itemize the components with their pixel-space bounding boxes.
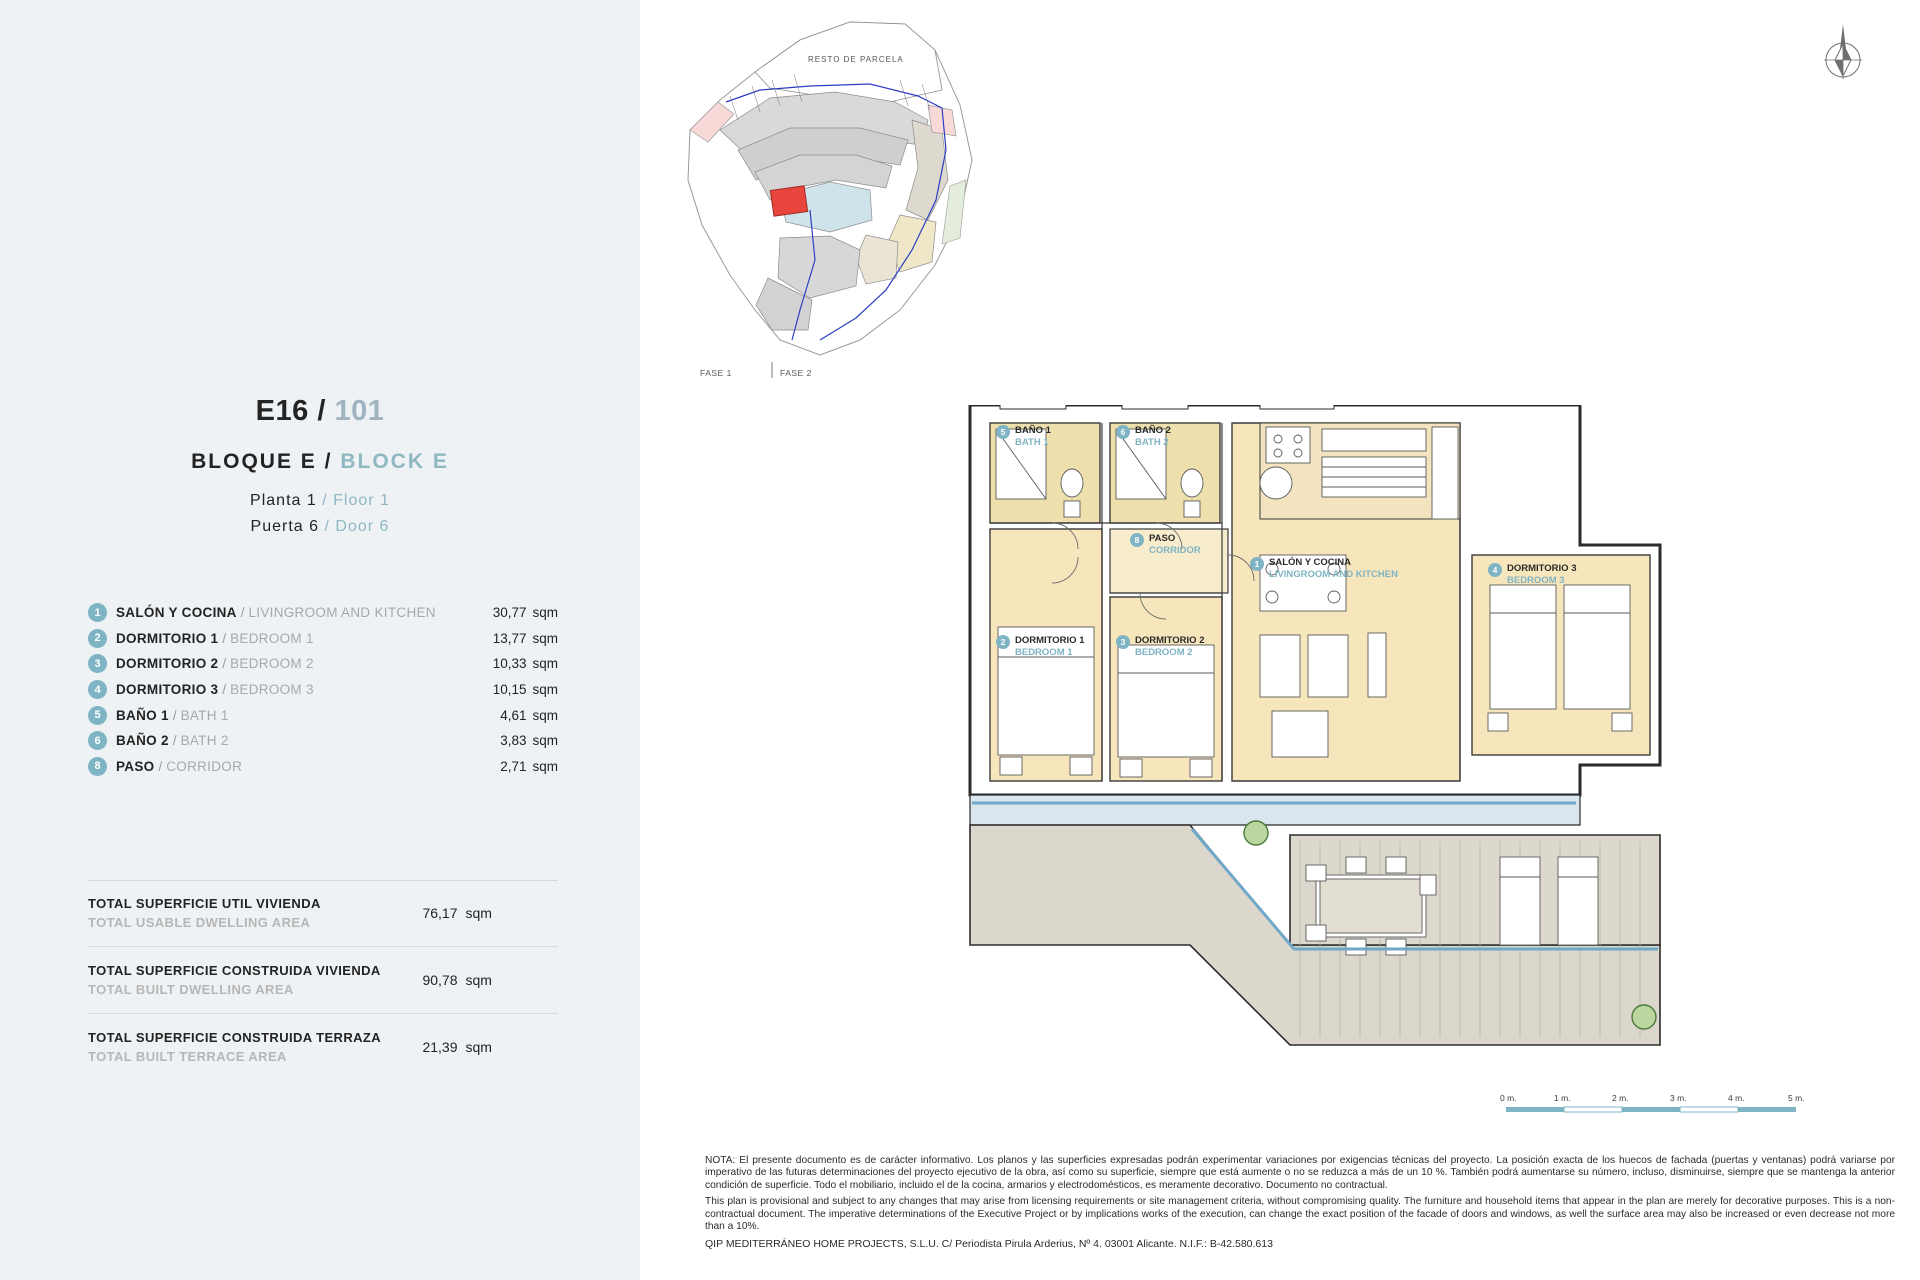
room-row: [88, 677, 558, 703]
total-label-es: TOTAL SUPERFICIE CONSTRUIDA TERRAZA: [88, 1030, 382, 1045]
plan-tag-en: BEDROOM 2: [1135, 647, 1193, 658]
room-number-badge: 5: [88, 706, 107, 725]
room-area-value: 4,61: [500, 707, 527, 723]
block-separator: /: [324, 450, 333, 473]
plan-tag-en: LIVINGROOM AND KITCHEN: [1269, 569, 1398, 580]
plan-tag-number: 2: [996, 635, 1010, 649]
room-name-es: DORMITORIO 3: [116, 682, 219, 698]
plan-tag-livingroom-kitchen: [1250, 557, 1398, 581]
total-row: [88, 946, 558, 1013]
plan-tag-es: DORMITORIO 2: [1135, 635, 1205, 646]
plan-tag-es: DORMITORIO 3: [1507, 563, 1577, 574]
total-value: [422, 905, 492, 921]
block-label-es: BLOQUE E: [191, 450, 317, 473]
plan-tag-number: 1: [1250, 557, 1264, 571]
floor-number: 1: [380, 492, 390, 509]
plan-tag-bedroom-2: [1116, 635, 1205, 659]
floor-label-en: Floor: [333, 492, 375, 509]
room-name-separator: /: [240, 605, 245, 621]
room-name-es: DORMITORIO 2: [116, 656, 219, 672]
room-number-badge: 1: [88, 603, 107, 622]
room-name-en: LIVINGROOM AND KITCHEN: [248, 605, 436, 621]
room-area-value: 10,33: [492, 656, 527, 672]
unit-title-block: [0, 395, 640, 536]
room-name-en: BEDROOM 2: [230, 656, 314, 672]
room-row: [88, 728, 558, 754]
room-name-en: BATH 2: [180, 733, 229, 749]
room-row: [88, 626, 558, 652]
room-number-badge: 8: [88, 757, 107, 776]
room-row: [88, 702, 558, 728]
room-row: [88, 600, 558, 626]
room-area-value: 2,71: [500, 758, 527, 774]
room-number-badge: 6: [88, 731, 107, 750]
room-area-unit: sqm: [532, 758, 558, 774]
total-labels: [88, 963, 418, 997]
room-area: [438, 631, 558, 646]
site-key-plan: [660, 10, 1090, 400]
room-area: [438, 605, 558, 620]
room-name-separator: /: [158, 758, 163, 774]
plan-tag-bath-2: [1116, 425, 1171, 449]
plan-tag-bedroom-3: [1488, 563, 1577, 587]
scale-label: 5 m.: [1788, 1093, 1805, 1103]
total-value-unit: sqm: [465, 905, 492, 921]
totals-table: [88, 880, 558, 1080]
scale-label: 1 m.: [1554, 1093, 1571, 1103]
room-name-separator: /: [222, 682, 227, 698]
room-area-value: 13,77: [492, 630, 527, 646]
divider: [88, 880, 558, 881]
door-label-es: Puerta 6: [250, 518, 320, 535]
plan-tag-en: BEDROOM 3: [1507, 575, 1565, 586]
plan-tag-number: 8: [1130, 533, 1144, 547]
note-english: This plan is provisional and subject to any changes that may arise from licensing requirements or site management criteria, without compromising quality. The furniture and household items that appear in the plan are merely for decorative purposes. This is a non-contractual document. The imperative determinations of the Executive Project or by implications works of the execution, can change the exact position of the facade of doors and windows, as well the surface area may also be increased or even decrease not more than a 10%.: [705, 1196, 1895, 1233]
plan-tag-es: BAÑO 1: [1015, 425, 1051, 436]
total-label-en: TOTAL USABLE DWELLING AREA: [88, 915, 311, 930]
total-labels: [88, 1030, 418, 1064]
room-name-es: DORMITORIO 1: [116, 630, 219, 646]
total-value-number: 76,17: [422, 905, 458, 921]
total-labels: [88, 896, 418, 930]
room-name-es: BAÑO 1: [116, 707, 169, 723]
door-separator: /: [324, 518, 330, 535]
scale-label: 2 m.: [1612, 1093, 1629, 1103]
room-number-badge: 4: [88, 680, 107, 699]
room-name-en: BEDROOM 3: [230, 682, 314, 698]
total-value-number: 21,39: [422, 1039, 458, 1055]
total-row: [88, 1013, 558, 1080]
room-name-es: PASO: [116, 758, 155, 774]
scale-label: 3 m.: [1670, 1093, 1687, 1103]
svg-text:FASE 1: FASE 1: [700, 368, 732, 378]
room-name-separator: /: [222, 656, 227, 672]
room-name-separator: /: [172, 707, 177, 723]
room-name-en: BEDROOM 1: [230, 630, 314, 646]
room-name-es: BAÑO 2: [116, 733, 169, 749]
floor-label-es: Planta 1: [250, 492, 317, 509]
room-name-es: SALÓN Y COCINA: [116, 605, 237, 621]
room-row: [88, 651, 558, 677]
total-value-unit: sqm: [465, 972, 492, 988]
total-value: [422, 972, 492, 988]
scale-bar: [1500, 1095, 1830, 1121]
room-name-separator: /: [222, 630, 227, 646]
room-area-value: 10,15: [492, 682, 527, 698]
room-area-unit: sqm: [532, 630, 558, 646]
plan-tag-es: DORMITORIO 1: [1015, 635, 1085, 646]
plan-tag-en: BEDROOM 1: [1015, 647, 1073, 658]
room-schedule: [88, 600, 558, 779]
total-label-en: TOTAL BUILT TERRACE AREA: [88, 1049, 287, 1064]
plan-tag-es: PASO: [1149, 533, 1176, 544]
room-name-en: BATH 1: [180, 707, 229, 723]
room-area: [438, 708, 558, 723]
total-value: [422, 1039, 492, 1055]
room-name-en: CORRIDOR: [166, 758, 243, 774]
svg-text:FASE 2: FASE 2: [780, 368, 812, 378]
door-number: 6: [379, 518, 390, 535]
block-identifier: [0, 450, 640, 474]
plan-tag-en: CORRIDOR: [1149, 545, 1201, 556]
scale-label: 4 m.: [1728, 1093, 1745, 1103]
plan-tag-en: BATH 2: [1135, 437, 1169, 448]
scale-label: 0 m.: [1500, 1093, 1517, 1103]
total-value-unit: sqm: [465, 1039, 492, 1055]
legal-notes: [705, 1155, 1895, 1251]
company-details: QIP MEDITERRÁNEO HOME PROJECTS, S.L.U. C/ Periodista Pirula Arderius, Nº 4. 03001 Alicante. N.I.F.: B-42.580.613: [705, 1238, 1273, 1251]
unit-separator: /: [317, 395, 326, 427]
total-label-es: TOTAL SUPERFICIE CONSTRUIDA VIVIENDA: [88, 963, 381, 978]
floor-separator: /: [322, 492, 328, 509]
block-label-en: BLOCK E: [340, 450, 449, 473]
room-area: [438, 682, 558, 697]
total-label-es: TOTAL SUPERFICIE UTIL VIVIENDA: [88, 896, 321, 911]
room-area-unit: sqm: [532, 682, 558, 698]
room-number-badge: 2: [88, 629, 107, 648]
plan-tag-es: BAÑO 2: [1135, 425, 1171, 436]
room-area-value: 30,77: [492, 605, 527, 621]
plan-tag-number: 6: [1116, 425, 1130, 439]
note-spanish: NOTA: El presente documento es de carácter informativo. Los planos y las superficies expresadas podrán experimentar variaciones por exigencias técnicas del proyecto. La posición exacta de los huecos de fachada (puertas y ventanas) podrá variarse por imperativo de las futuras determinaciones del proyecto ejecutivo de la obra, así como su superficie, siempre que está aumente o no se reduzca a más de un 10 %. También podrá aumentarse su número, incluso, disminuirse, siempre que se mantenga la anterior condición de superficie. Todo el mobiliario, incluido el de la cocina, armarios y electrodomésticos, es meramente decorativo. Documento no contractual.: [705, 1155, 1895, 1191]
door-label-en: Door: [335, 518, 375, 535]
unit-number: 101: [334, 395, 385, 427]
plan-tag-number: 4: [1488, 563, 1502, 577]
plan-tag-es: SALÓN Y COCINA: [1269, 557, 1351, 568]
info-panel: [0, 0, 640, 1280]
plan-tag-en: BATH 1: [1015, 437, 1049, 448]
plan-tag-number: 5: [996, 425, 1010, 439]
floor-plan-drawing: [960, 405, 1820, 1105]
door-identifier: [0, 518, 640, 536]
plan-tag-bedroom-1: [996, 635, 1085, 659]
plan-tag-corridor: [1130, 533, 1201, 557]
room-area-unit: sqm: [532, 707, 558, 723]
compass-rose-icon: [1814, 18, 1872, 90]
room-area-unit: sqm: [532, 605, 558, 621]
room-row: [88, 754, 558, 780]
total-value-number: 90,78: [422, 972, 458, 988]
room-name-separator: /: [172, 733, 177, 749]
room-area-unit: sqm: [532, 733, 558, 749]
unit-code: E16: [255, 395, 309, 427]
room-area-unit: sqm: [532, 656, 558, 672]
floor-identifier: [0, 492, 640, 510]
plan-tag-number: 3: [1116, 635, 1130, 649]
room-area: [438, 733, 558, 748]
total-label-en: TOTAL BUILT DWELLING AREA: [88, 982, 294, 997]
total-row: [88, 880, 558, 946]
plan-tag-bath-1: [996, 425, 1051, 449]
svg-text:RESTO DE PARCELA: RESTO DE PARCELA: [808, 55, 904, 64]
unit-identifier: [0, 395, 640, 428]
room-area: [438, 759, 558, 774]
room-area: [438, 656, 558, 671]
room-number-badge: 3: [88, 654, 107, 673]
room-area-value: 3,83: [500, 733, 527, 749]
